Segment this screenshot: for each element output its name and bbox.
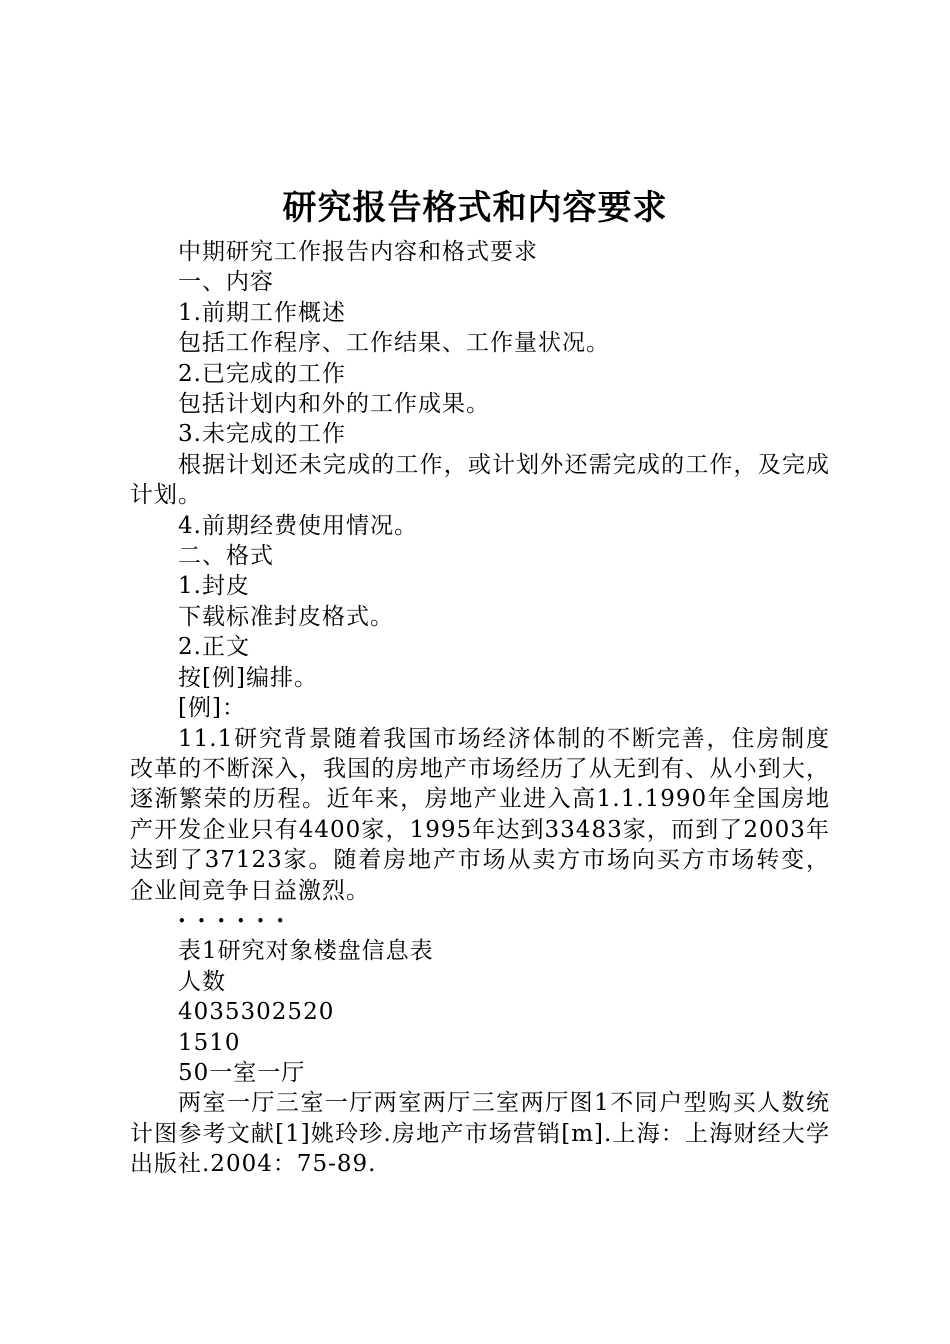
document-body [130,237,830,1180]
item-heading: 1.封皮 [178,573,250,600]
item-heading: 4.前期经费使用情况。 [178,512,418,539]
document-title: 研究报告格式和内容要求 [282,188,668,228]
chart-axis-values: 1510 [178,1029,241,1056]
table-caption: 表1研究对象楼盘信息表 [178,938,434,965]
paragraph: 按[例]编排。 [178,664,318,691]
paragraph-references: 两室一厅三室一厅两室两厅三室两厅图1不同户型购买人数统计图参考文献[1]姚玲珍.房地产市场营销[m].上海：上海财经大学出版社.2004：75-89. [130,1090,830,1178]
paragraph-subtitle: 中期研究工作报告内容和格式要求 [178,239,538,265]
section-heading-format: 二、格式 [178,543,274,570]
example-label: [例]： [178,695,246,722]
paragraph: 根据计划还未完成的工作，或计划外还需完成的工作，及完成计划。 [130,451,830,509]
item-heading: 2.正文 [178,634,250,661]
chart-axis-values: 4035302520 [178,999,335,1026]
paragraph: 包括计划内和外的工作成果。 [178,391,490,418]
chart-axis-values: 50一室一厅 [178,1059,306,1086]
ellipsis-dots: •••••• [178,913,297,928]
item-heading: 2.已完成的工作 [178,360,346,387]
section-heading-content: 一、内容 [178,269,274,296]
paragraph: 下载标准封皮格式。 [178,603,394,630]
paragraph-background: 11.1研究背景随着我国市场经济体制的不断完善，住房制度改革的不断深入，我国的房地产市场经历了从无到有、从小到大，逐渐繁荣的历程。近年来，房地产业进入高1.1.1990年全国房地产开发企业只有4400家，1995年达到33483家，而到了2003年达到了37123家。随着房地产市场从卖方市场向买方市场转变，企业间竞争日益激烈。 [130,725,830,904]
paragraph: 包括工作程序、工作结果、工作量状况。 [178,330,610,357]
chart-axis-label: 人数 [178,968,226,995]
item-heading: 3.未完成的工作 [178,421,346,448]
item-heading: 1.前期工作概述 [178,299,346,326]
